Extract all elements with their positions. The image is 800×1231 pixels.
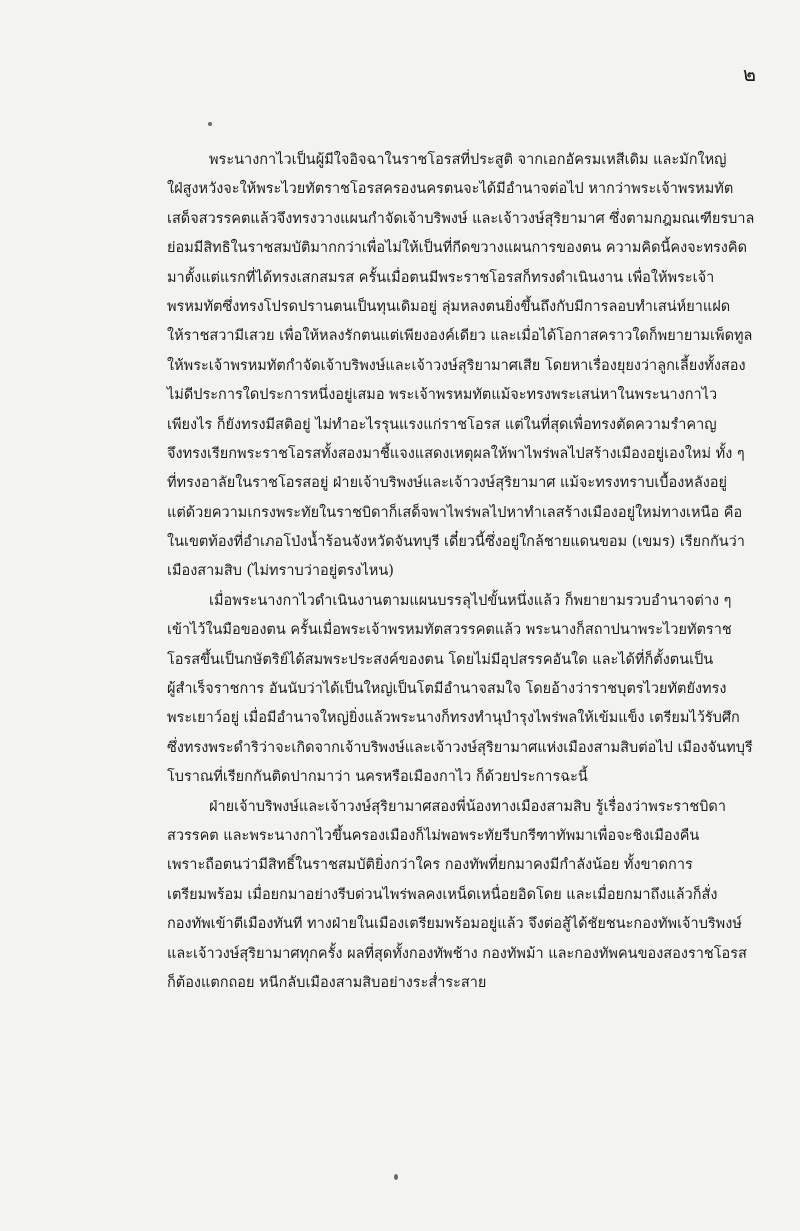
text-line: ซึ่งทรงพระดำริว่าจะเกิดจากเจ้าบริพงษ์และเจ้าวงษ์สุริยามาศแห่งเมืองสามสิบต่อไป เมืองจันทบุรี xyxy=(167,739,753,756)
body-text xyxy=(167,146,767,998)
text-line: ก็ต้องแตกถอย หนีกลับเมืองสามสิบอย่างระส่ำระสาย xyxy=(167,974,487,991)
text-line: ในเขตท้องที่อำเภอโป่งน้ำร้อนจังหวัดจันทบุรี เดี๋ยวนี้ซึ่งอยู่ใกล้ชายแดนขอม (เขมร) เรียกกันว่า xyxy=(167,534,745,551)
text-line: ผู้สำเร็จราชการ อันนับว่าได้เป็นใหญ่เป็นโตมีอำนาจสมใจ โดยอ้างว่าราชบุตรไวยทัตยังทรง xyxy=(167,681,727,698)
scan-speck xyxy=(394,1174,398,1180)
text-line: สวรรคต และพระนางกาไวขึ้นครองเมืองก็ไม่พอพระทัยรีบกรีฑาทัพมาเพื่อจะชิงเมืองคืน xyxy=(167,827,700,844)
paragraph xyxy=(167,793,767,999)
text-line: โบราณที่เรียกกันติดปากมาว่า นครหรือเมืองกาไว ก็ด้วยประการฉะนี้ xyxy=(167,769,588,786)
text-line: ให้พระเจ้าพรหมทัตกำจัดเจ้าบริพงษ์และเจ้าวงษ์สุริยามาศเสีย โดยหาเรื่องยุยงว่าลูกเลี้ยงทั้งสอง xyxy=(167,357,746,374)
text-line: ไม่ดีประการใดประการหนึ่งอยู่เสมอ พระเจ้าพรหมทัตแม้จะทรงพระเสน่หาในพระนางกาไว xyxy=(167,387,718,404)
text-line: กองทัพเข้าตีเมืองทันที ทางฝ่ายในเมืองเตรียมพร้อมอยู่แล้ว จึงต่อสู้ได้ชัยชนะกองทัพเจ้าบริพงษ์ xyxy=(167,916,742,933)
paragraph xyxy=(167,146,767,587)
text-line: ย่อมมีสิทธิในราชสมบัติมากกว่าเพื่อไม่ให้เป็นที่กีดขวางแผนการของตน ความคิดนี้คงจะทรงคิด xyxy=(167,240,748,257)
text-line: มาตั้งแต่แรกที่ได้ทรงเสกสมรส ครั้นเมื่อตนมีพระราชโอรสก็ทรงดำเนินงาน เพื่อให้พระเจ้า xyxy=(167,269,715,286)
scan-speck xyxy=(208,122,212,126)
text-line: แต่ด้วยความเกรงพระทัยในราชบิดาก็เสด็จพาไพร่พลไปหาทำเลสร้างเมืองอยู่ใหม่ทางเหนือ คือ xyxy=(167,504,743,521)
text-line: เพียงไร ก็ยังทรงมีสติอยู่ ไม่ทำอะไรรุนแรงแก่ราชโอรส แต่ในที่สุดเพื่อทรงตัดความรำคาญ xyxy=(167,416,717,433)
text-line: ที่ทรงอาลัยในราชโอรสอยู่ ฝ่ายเจ้าบริพงษ์และเจ้าวงษ์สุริยามาศ แม้จะทรงทราบเบื้องหลังอยู่ xyxy=(167,475,728,492)
text-line: พรหมทัตซึ่งทรงโปรดปรานตนเป็นทุนเดิมอยู่ ลุ่มหลงตนยิ่งขึ้นถึงกับมีการลอบทำเสน่ห์ยาแฝด xyxy=(167,298,731,315)
text-line: ฝ่ายเจ้าบริพงษ์และเจ้าวงษ์สุริยามาศสองพี่น้องทางเมืองสามสิบ รู้เรื่องว่าพระราชบิดา xyxy=(209,798,726,815)
text-line: เข้าไว้ในมือของตน ครั้นเมื่อพระเจ้าพรหมทัตสวรรคตแล้ว พระนางก็สถาปนาพระไวยทัตราช xyxy=(167,622,732,639)
text-line: เพราะถือตนว่ามีสิทธิ์ในราชสมบัติยิ่งกว่าใคร กองทัพที่ยกมาคงมีกำลังน้อย ทั้งขาดการ xyxy=(167,857,693,874)
text-line: เมืองสามสิบ (ไม่ทราบว่าอยู่ตรงไหน) xyxy=(167,563,394,580)
page-number: ๒ xyxy=(742,62,756,86)
text-line: และเจ้าวงษ์สุริยามาศทุกครั้ง ผลที่สุดทั้งกองทัพช้าง กองทัพม้า และกองทัพคนของสองราชโอรส xyxy=(167,945,747,962)
text-line: เตรียมพร้อม เมื่อยกมาอย่างรีบด่วนไพร่พลคงเหน็ดเหนื่อยอิดโดย และเมื่อยกมาถึงแล้วก็สั่ง xyxy=(167,886,718,903)
text-line: พระเยาว์อยู่ เมื่อมีอำนาจใหญ่ยิ่งแล้วพระนางก็ทรงทำนุบำรุงไพร่พลให้เข้มแข็ง เตรียมไว้รับศึก xyxy=(167,710,740,727)
text-line: จึงทรงเรียกพระราชโอรสทั้งสองมาชี้แจงแสดงเหตุผลให้พาไพร่พลไปสร้างเมืองอยู่เองใหม่ ทั้ง ๆ xyxy=(167,445,745,462)
text-line: พระนางกาไวเป็นผู้มีใจอิจฉาในราชโอรสที่ประสูติ จากเอกอัครมเหสีเดิม และมักใหญ่ xyxy=(209,152,727,168)
text-line: เมื่อพระนางกาไวดำเนินงานตามแผนบรรลุไปขั้นหนึ่งแล้ว ก็พยายามรวบอำนาจต่าง ๆ xyxy=(209,592,732,609)
text-line: โอรสขึ้นเป็นกษัตริย์ได้สมพระประสงค์ของตน โดยไม่มีอุปสรรคอันใด และได้ที่ก็ตั้งตนเป็น xyxy=(167,651,714,668)
paragraph xyxy=(167,587,767,793)
text-line: ใฝ่สูงหวังจะให้พระไวยทัตราชโอรสครองนครตนจะได้มีอำนาจต่อไป หากว่าพระเจ้าพรหมทัต xyxy=(167,181,734,198)
text-line: ให้ราชสวามีเสวย เพื่อให้หลงรักตนแต่เพียงองค์เดียว และเมื่อได้โอกาสคราวใดก็พยายามเพ็ดทูล xyxy=(167,328,753,345)
text-line: เสด็จสวรรคตแล้วจึงทรงวางแผนกำจัดเจ้าบริพงษ์ และเจ้าวงษ์สุริยามาศ ซึ่งตามกฎมณเฑียรบาล xyxy=(167,210,755,227)
